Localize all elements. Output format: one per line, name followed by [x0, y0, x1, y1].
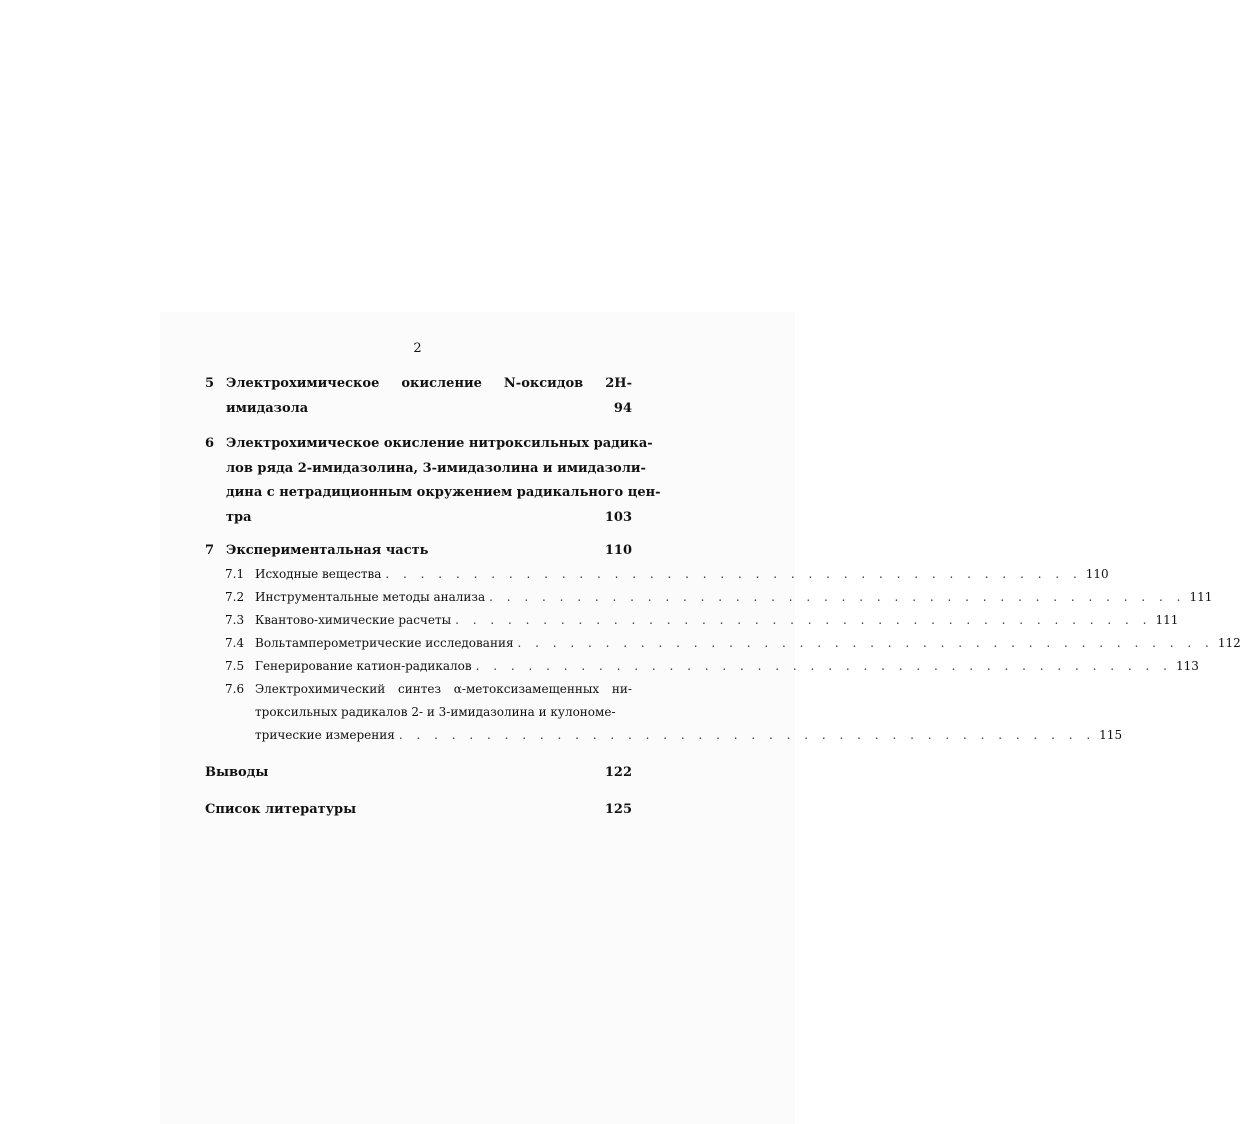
section-number: 7.6 [225, 682, 245, 696]
chapter-title-line: дина с нетрадиционным окружением радикального цен- [226, 485, 661, 500]
section-title: Квантово-химические расчеты [255, 613, 452, 627]
chapter-number: 6 [205, 436, 215, 451]
title-word: N-оксидов [503, 376, 584, 391]
section-title-line: троксильных радикалов 2- и 3-имидазолина и кулономе- [255, 705, 616, 719]
references-page: 125 [604, 802, 632, 817]
toc-chapter-6 [205, 432, 661, 530]
toc-chapter-5 [205, 372, 632, 421]
section-page: 111 [1155, 613, 1179, 627]
title-word: окисление [401, 376, 482, 391]
title-word: Электрохимическое [226, 376, 380, 391]
chapter-title-last: имидазола [226, 400, 309, 416]
section-page: 112 [1217, 636, 1241, 650]
chapter-title: Экспериментальная часть [226, 543, 429, 558]
chapter-title-line: Электрохимическое окисление нитроксильных радика- [226, 436, 653, 451]
chapter-page: 103 [604, 509, 632, 525]
section-page: 113 [1175, 659, 1199, 673]
chapter-number: 7 [205, 543, 215, 558]
toc-section [225, 586, 1213, 609]
section-page: 115 [1099, 728, 1123, 742]
toc-section [225, 678, 1123, 747]
section-title: Инструментальные методы анализа [255, 590, 486, 604]
section-number: 7.3 [225, 613, 245, 627]
section-title: Исходные вещества [255, 567, 382, 581]
chapter-title-line: лов ряда 2-имидазолина, 3-имидазолина и имидазоли- [226, 460, 646, 476]
section-number: 7.1 [225, 567, 245, 581]
chapter-number: 5 [205, 376, 215, 391]
title-word: 2H- [605, 376, 632, 391]
toc-section [225, 655, 1199, 678]
toc-chapter-7 [205, 539, 632, 564]
section-number: 7.2 [225, 590, 245, 604]
dot-leader: . . . . . . . . . . . . . . . . . . . . . . . . . . . . . . . . . . . . . . . . [385, 567, 1082, 581]
section-number: 7.5 [225, 659, 245, 673]
section-title: Генерирование катион-радикалов [255, 659, 472, 673]
references-title: Список литературы [205, 802, 357, 817]
chapter-page: 110 [604, 543, 632, 558]
section-number: 7.4 [225, 636, 245, 650]
toc-section [225, 563, 1109, 586]
dot-leader: . . . . . . . . . . . . . . . . . . . . . . . . . . . . . . . . . . . . . . . . [475, 659, 1172, 673]
section-title: Вольтамперометрические исследования [255, 636, 514, 650]
dot-leader: . . . . . . . . . . . . . . . . . . . . . . . . . . . . . . . . . . . . . . . . [455, 613, 1152, 627]
dot-leader: . . . . . . . . . . . . . . . . . . . . . . . . . . . . . . . . . . . . . . . . [398, 728, 1096, 742]
section-title-last: трические измерения [255, 728, 395, 742]
chapter-title-last: тра [226, 509, 252, 525]
title-word: Электрохимический [255, 682, 386, 696]
page-number: 2 [413, 341, 422, 356]
toc-conclusions [205, 761, 632, 785]
chapter-title-line [226, 372, 632, 397]
title-word: синтез [398, 682, 442, 696]
conclusions-title: Выводы [205, 765, 269, 780]
dot-leader: . . . . . . . . . . . . . . . . . . . . . . . . . . . . . . . . . . . . . . . . [489, 590, 1186, 604]
toc-references [205, 798, 632, 822]
section-title-line [255, 678, 632, 701]
section-page: 111 [1189, 590, 1213, 604]
toc-section [225, 609, 1179, 632]
toc-section [225, 632, 1241, 655]
title-word: α-метоксизамещенных [453, 682, 600, 696]
dot-leader: . . . . . . . . . . . . . . . . . . . . . . . . . . . . . . . . . . . . . . . . [517, 636, 1214, 650]
section-page: 110 [1085, 567, 1109, 581]
title-word: ни- [611, 682, 632, 696]
chapter-page: 94 [613, 400, 632, 416]
conclusions-page: 122 [604, 765, 632, 780]
